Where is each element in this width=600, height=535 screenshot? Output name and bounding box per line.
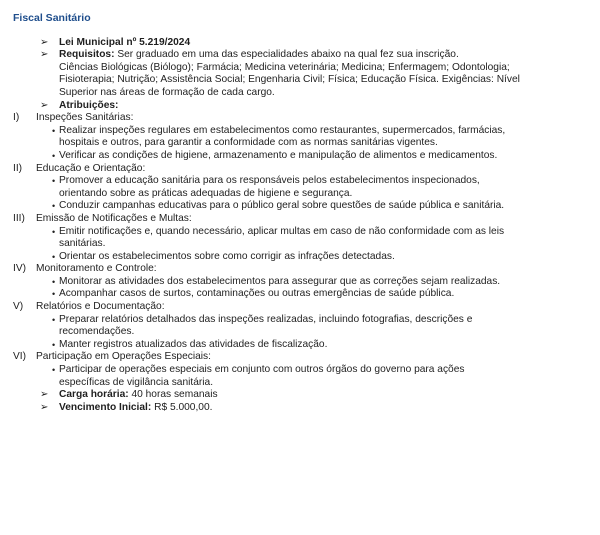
list-item-continuation: orientando sobre as práticas adequadas de higiene e segurança.	[59, 187, 353, 199]
lei-municipal-row	[13, 37, 580, 50]
section-title: Participação em Operações Especiais:	[36, 351, 211, 363]
section-title: Educação e Orientação:	[36, 162, 146, 174]
requisitos-text: Ser graduado em uma das especialidades abaixo na qual fez sua inscrição.	[114, 49, 459, 61]
list-item	[13, 364, 580, 377]
document-title: Fiscal Sanitário	[13, 12, 91, 24]
bullet-icon: •	[52, 125, 56, 136]
arrow-bullet-icon: ➢	[40, 99, 49, 111]
list-item	[13, 251, 580, 264]
bullet-icon: •	[52, 339, 56, 350]
section-number: IV)	[13, 263, 27, 275]
atribuicoes-row	[13, 100, 580, 113]
list-item	[13, 276, 580, 289]
arrow-bullet-icon: ➢	[40, 401, 49, 413]
section-number: II)	[13, 162, 23, 174]
section-heading	[13, 351, 580, 364]
bullet-icon: •	[52, 314, 56, 325]
section-number: III)	[13, 212, 25, 224]
list-item-text: Preparar relatórios detalhados das inspeções realizadas, incluindo fotografias, descrições e	[59, 313, 473, 325]
list-item-text: Participar de operações especiais em conjunto com outros órgãos do governo para ações	[59, 364, 465, 376]
requisitos-line-2: Ciências Biológicas (Biólogo); Farmácia; Medicina veterinária; Medicina; Enfermagem; Odontologia;	[59, 61, 510, 73]
requisitos-line-4: Superior nas áreas de formação de cada cargo.	[59, 86, 275, 98]
list-item-continuation: sanitárias.	[59, 238, 106, 250]
list-item-continuation: hospitais e outros, para garantir a conformidade com as normas sanitárias vigentes.	[59, 137, 438, 149]
vencimento-value: R$ 5.000,00.	[151, 401, 213, 413]
list-item-text: Orientar os estabelecimentos sobre como corrigir as infrações detectadas.	[59, 250, 395, 262]
section-number: V)	[13, 301, 24, 313]
bullet-icon: •	[52, 251, 56, 262]
section-title: Relatórios e Documentação:	[36, 301, 165, 313]
lei-municipal-label: Lei Municipal nº 5.219/2024	[59, 36, 191, 48]
list-item-text: Acompanhar casos de surtos, contaminações ou outras emergências de saúde pública.	[59, 288, 455, 300]
bullet-icon: •	[52, 201, 56, 212]
bullet-icon: •	[52, 176, 56, 187]
section-heading	[13, 213, 580, 226]
vencimento-label: Vencimento Inicial:	[59, 401, 152, 413]
section-heading	[13, 301, 580, 314]
list-item	[13, 226, 580, 239]
list-item-text: Monitorar as atividades dos estabelecimentos para assegurar que as correções sejam realizadas.	[59, 275, 501, 287]
requisitos-row	[13, 49, 580, 62]
carga-horaria-value: 40 horas semanais	[128, 389, 218, 401]
section-title: Inspeções Sanitárias:	[36, 112, 134, 124]
bullet-icon: •	[52, 226, 56, 237]
list-item	[13, 125, 580, 138]
list-item-text: Manter registros atualizados das atividades de fiscalização.	[59, 338, 328, 350]
list-item-continuation: recomendações.	[59, 326, 135, 338]
section-title: Emissão de Notificações e Multas:	[36, 212, 192, 224]
bullet-icon: •	[52, 289, 56, 300]
list-item-text: Emitir notificações e, quando necessário, aplicar multas em caso de não conformidade com as leis	[59, 225, 505, 237]
list-item-continuation: específicas de vigilância sanitária.	[59, 376, 214, 388]
carga-horaria-row	[13, 389, 580, 402]
arrow-bullet-icon: ➢	[40, 389, 49, 401]
list-item-text: Conduzir campanhas educativas para o público geral sobre questões de saúde pública e sanitária.	[59, 200, 505, 212]
section-number: I)	[13, 112, 20, 124]
bullet-icon: •	[52, 276, 56, 287]
section-heading	[13, 263, 580, 276]
list-item-text: Realizar inspeções regulares em estabelecimentos como restaurantes, supermercados, farmácias,	[59, 124, 506, 136]
list-item	[13, 314, 580, 327]
section-heading	[13, 112, 580, 125]
list-item-text: Promover a educação sanitária para os responsáveis pelos estabelecimentos inspecionados,	[59, 175, 480, 187]
list-item	[13, 150, 580, 163]
list-item	[13, 200, 580, 213]
carga-horaria-label: Carga horária:	[59, 389, 129, 401]
vencimento-row	[13, 402, 580, 415]
atribuicoes-label: Atribuições:	[59, 99, 119, 111]
list-item	[13, 175, 580, 188]
section-title: Monitoramento e Controle:	[36, 263, 157, 275]
arrow-bullet-icon: ➢	[40, 36, 49, 48]
list-item	[13, 288, 580, 301]
bullet-icon: •	[52, 365, 56, 376]
arrow-bullet-icon: ➢	[40, 49, 49, 61]
requisitos-line-3: Fisioterapia; Nutrição; Assistência Social; Engenharia Civil; Física; Educação Física. Exigências: Nível	[59, 74, 520, 86]
list-item-text: Verificar as condições de higiene, armazenamento e manipulação de alimentos e medicamentos.	[59, 149, 498, 161]
section-number: VI)	[13, 351, 27, 363]
section-heading	[13, 163, 580, 176]
bullet-icon: •	[52, 150, 56, 161]
list-item	[13, 339, 580, 352]
requisitos-label: Requisitos:	[59, 49, 115, 61]
